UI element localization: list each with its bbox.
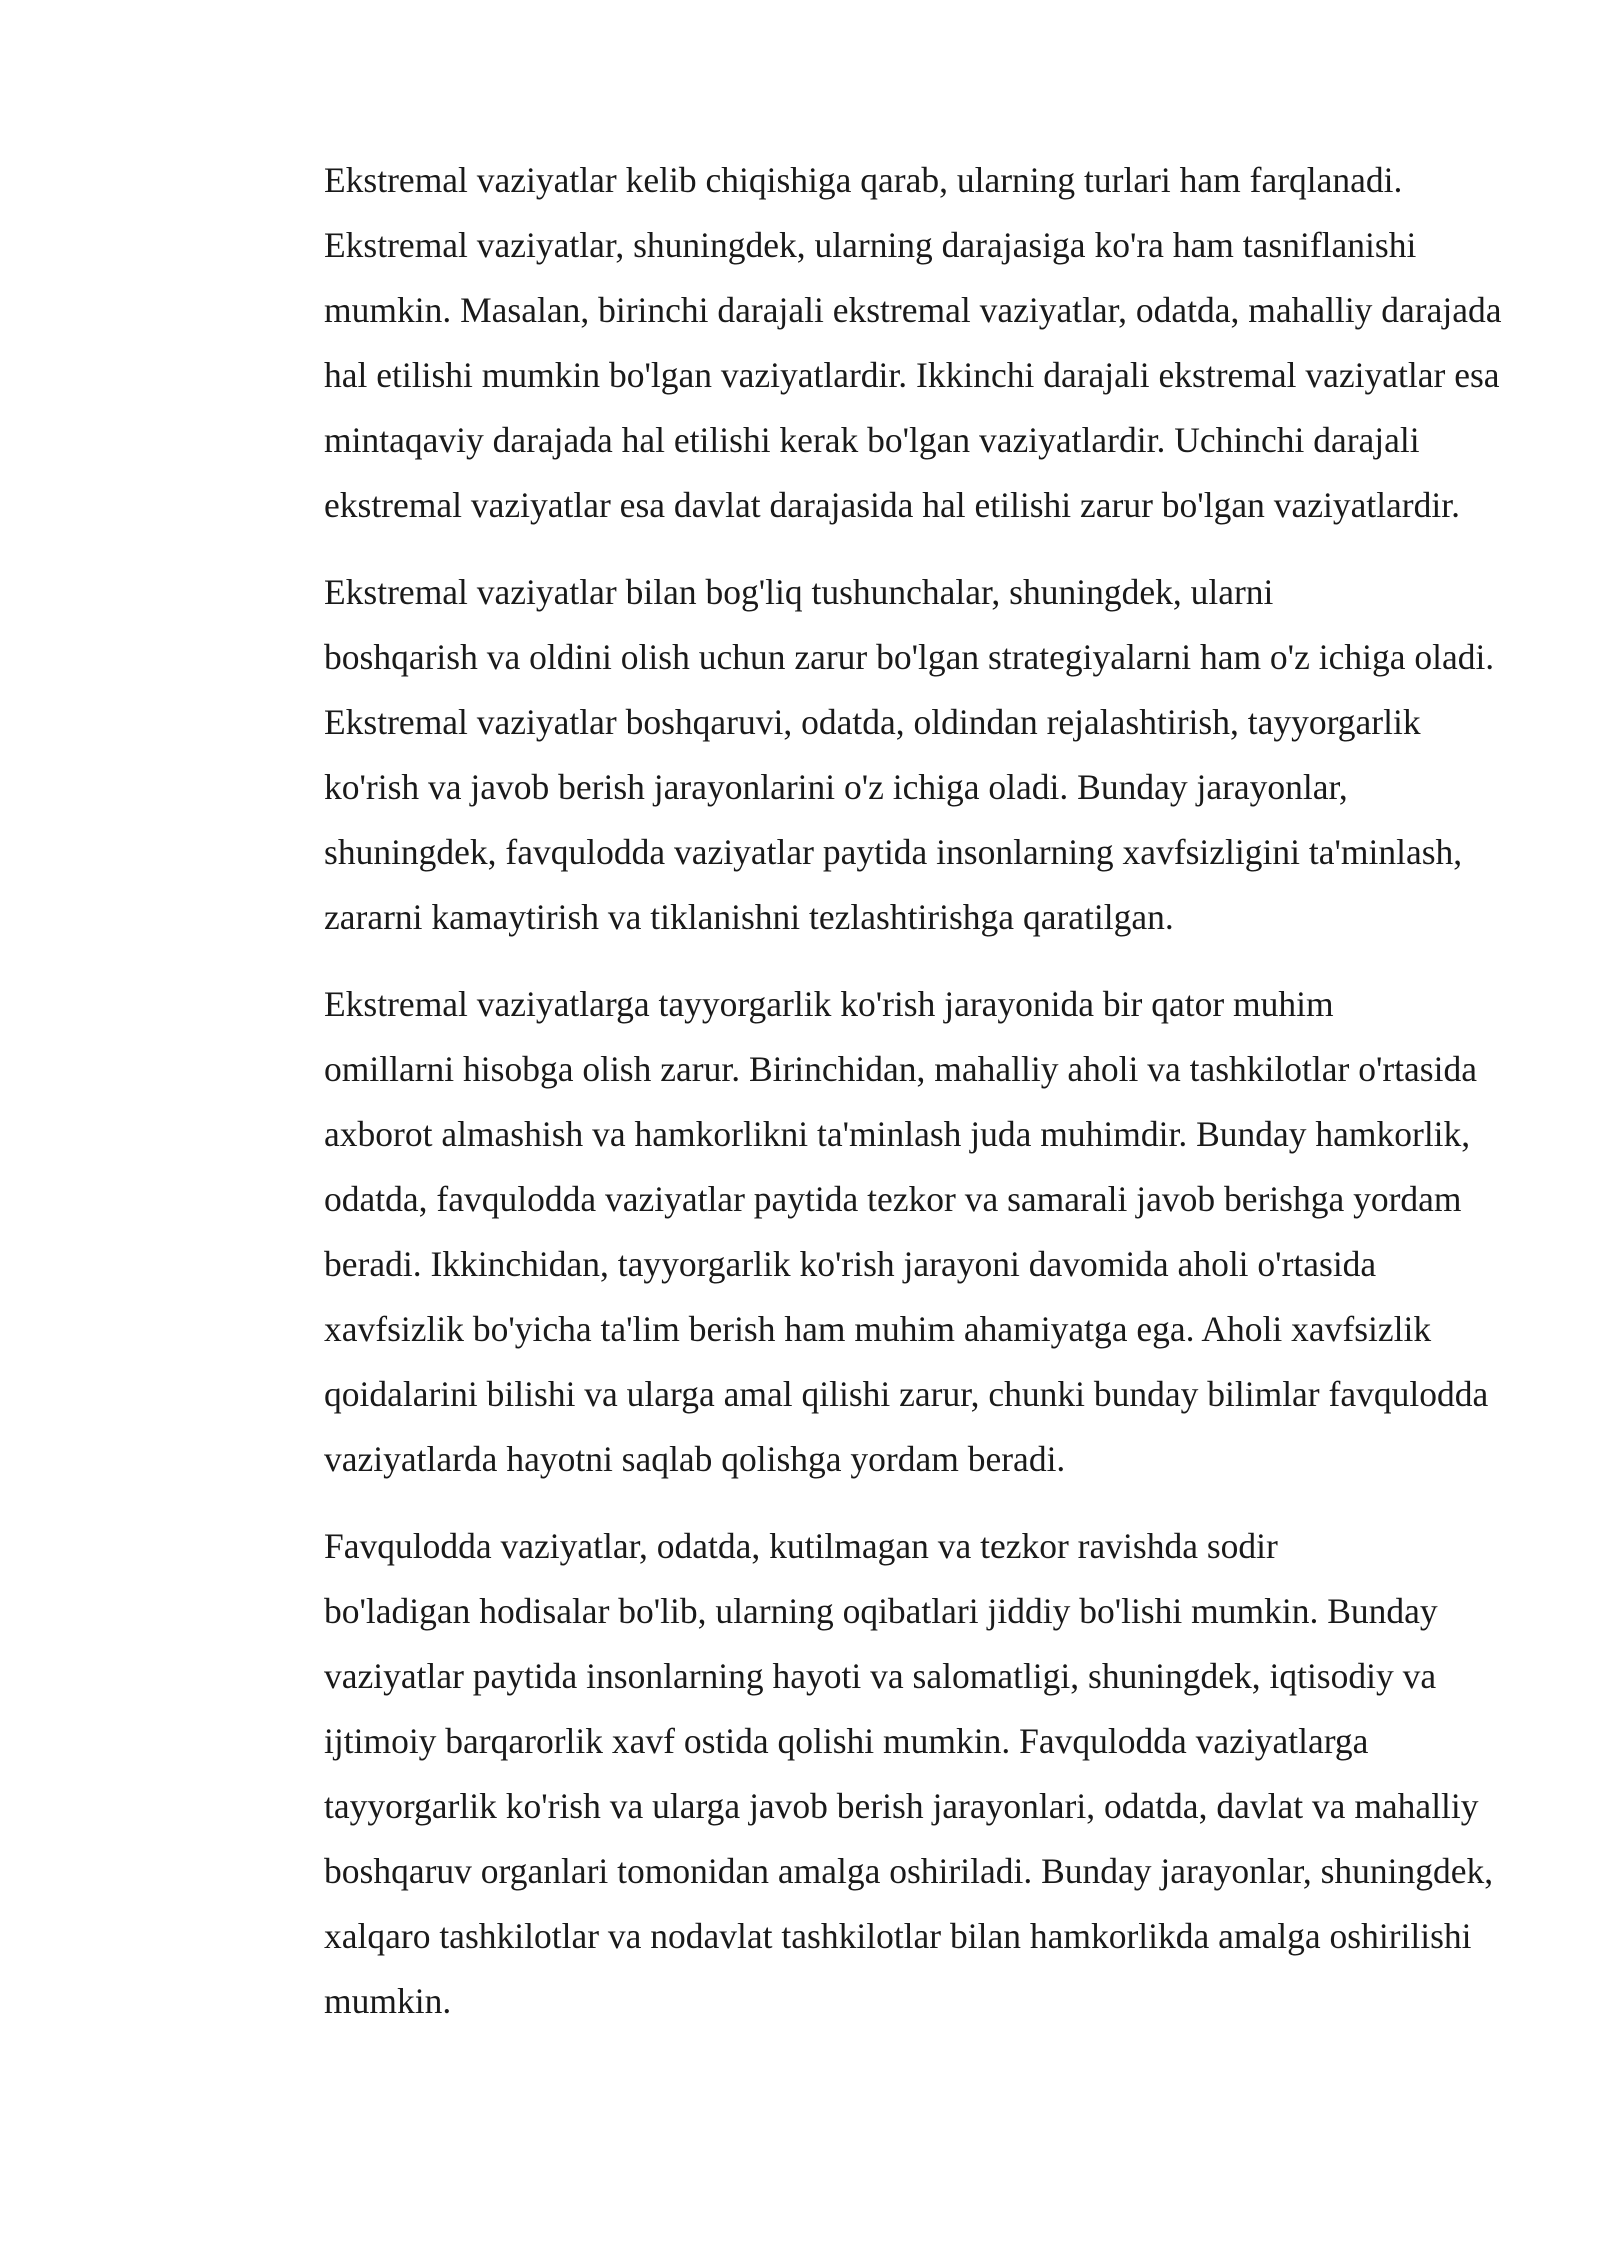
document-body [229,148,1502,2056]
paragraph-2 [229,560,1495,950]
paragraph-4 [229,1514,1494,2034]
paragraph-line: zararni kamaytirish va tiklanishni tezlashtirishga qaratilgan. [324,897,1174,937]
paragraph-line: beradi. Ikkinchidan, tayyorgarlik ko'rish jarayoni davomida aholi o'rtasida [324,1244,1377,1284]
paragraph-line: Ekstremal vaziyatlar, shuningdek, ularning darajasiga ko'ra ham tasniflanishi [324,225,1417,265]
paragraph-line: ijtimoiy barqarorlik xavf ostida qolishi mumkin. Favqulodda vaziyatlarga [324,1721,1369,1761]
paragraph-line: qoidalarini bilishi va ularga amal qilishi zarur, chunki bunday bilimlar favqulodda [324,1374,1489,1414]
paragraph-line: hal etilishi mumkin bo'lgan vaziyatlardir. Ikkinchi darajali ekstremal vaziyatlar esa [324,355,1500,395]
paragraph-line: Ekstremal vaziyatlarga tayyorgarlik ko'rish jarayonida bir qator muhim [324,984,1334,1024]
paragraph-line: Ekstremal vaziyatlar boshqaruvi, odatda, oldindan rejalashtirish, tayyorgarlik [324,702,1421,742]
paragraph-line: mintaqaviy darajada hal etilishi kerak bo'lgan vaziyatlardir. Uchinchi darajali [324,420,1420,460]
paragraph-line: vaziyatlarda hayotni saqlab qolishga yordam beradi. [324,1439,1066,1479]
paragraph-line: mumkin. Masalan, birinchi darajali ekstremal vaziyatlar, odatda, mahalliy darajada [324,290,1502,330]
paragraph-line: boshqaruv organlari tomonidan amalga oshiriladi. Bunday jarayonlar, shuningdek, [324,1851,1494,1891]
paragraph-line: Favqulodda vaziyatlar, odatda, kutilmagan va tezkor ravishda sodir [324,1526,1278,1566]
paragraph-1 [229,148,1502,538]
paragraph-line: xavfsizlik bo'yicha ta'lim berish ham muhim ahamiyatga ega. Aholi xavfsizlik [324,1309,1432,1349]
paragraph-line: shuningdek, favqulodda vaziyatlar paytida insonlarning xavfsizligini ta'minlash, [324,832,1463,872]
paragraph-line: mumkin. [324,1981,452,2021]
paragraph-line: Ekstremal vaziyatlar bilan bog'liq tushunchalar, shuningdek, ularni [324,572,1274,612]
paragraph-line: bo'ladigan hodisalar bo'lib, ularning oqibatlari jiddiy bo'lishi mumkin. Bunday [324,1591,1438,1631]
paragraph-line: boshqarish va oldini olish uchun zarur bo'lgan strategiyalarni ham o'z ichiga oladi. [324,637,1495,677]
paragraph-line: Ekstremal vaziyatlar kelib chiqishiga qarab, ularning turlari ham farqlanadi. [324,160,1403,200]
paragraph-line: ekstremal vaziyatlar esa davlat darajasida hal etilishi zarur bo'lgan vaziyatlardir. [324,485,1460,525]
paragraph-line: xalqaro tashkilotlar va nodavlat tashkilotlar bilan hamkorlikda amalga oshirilishi [324,1916,1472,1956]
paragraph-line: odatda, favqulodda vaziyatlar paytida tezkor va samarali javob berishga yordam [324,1179,1462,1219]
paragraph-line: vaziyatlar paytida insonlarning hayoti va salomatligi, shuningdek, iqtisodiy va [324,1656,1437,1696]
paragraph-line: axborot almashish va hamkorlikni ta'minlash juda muhimdir. Bunday hamkorlik, [324,1114,1471,1154]
paragraph-line: ko'rish va javob berish jarayonlarini o'z ichiga oladi. Bunday jarayonlar, [324,767,1348,807]
paragraph-3 [229,972,1489,1492]
paragraph-line: tayyorgarlik ko'rish va ularga javob berish jarayonlari, odatda, davlat va mahalliy [324,1786,1479,1826]
paragraph-line: omillarni hisobga olish zarur. Birinchidan, mahalliy aholi va tashkilotlar o'rtasida [324,1049,1477,1089]
